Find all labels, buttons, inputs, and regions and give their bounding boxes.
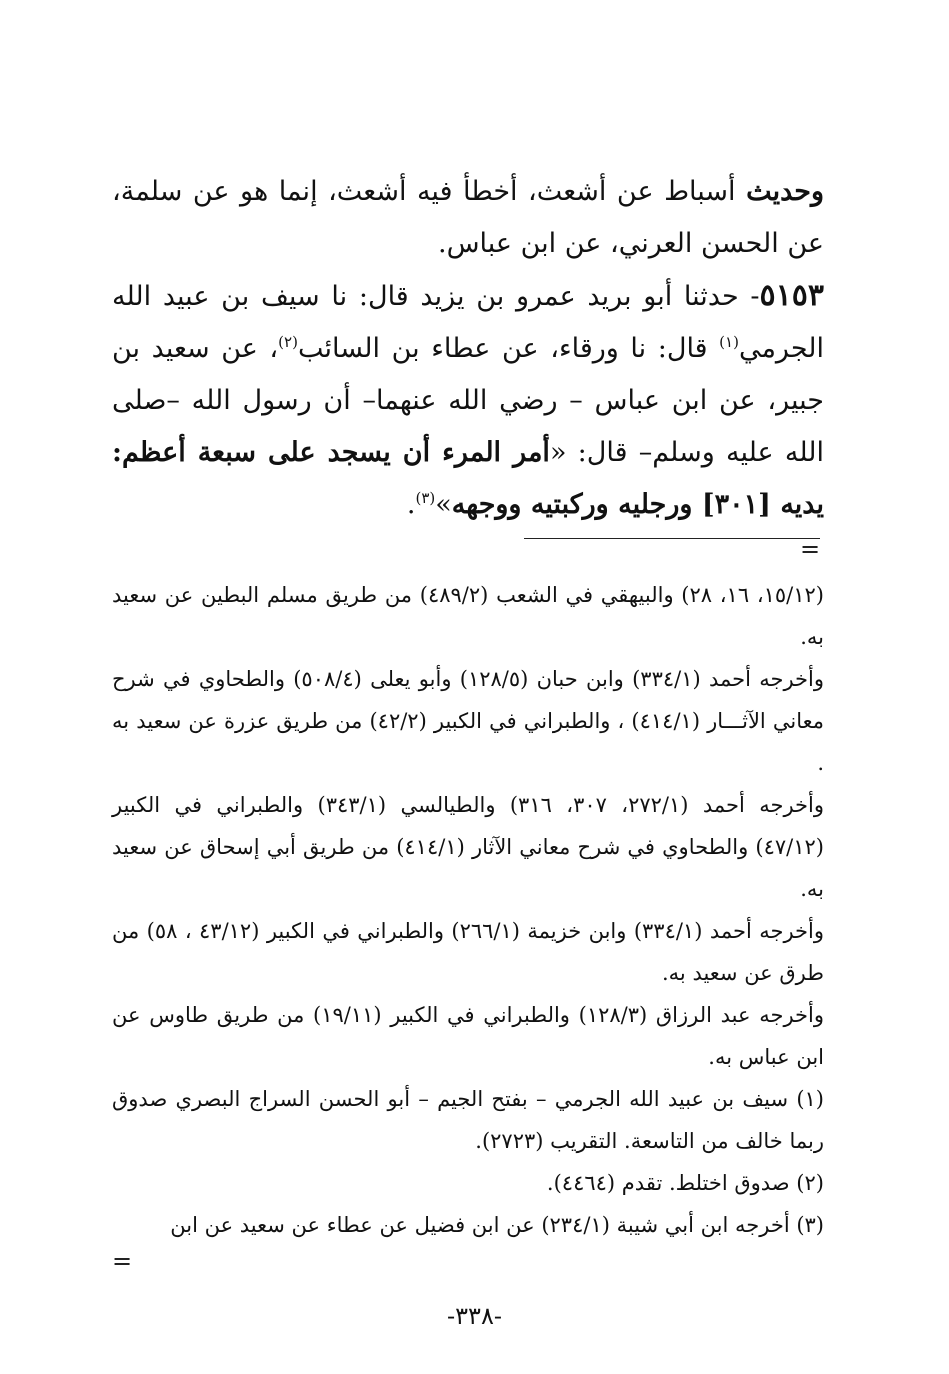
- paragraph-hadith-5153: [112, 270, 824, 531]
- lead-word: وحديث: [746, 176, 824, 207]
- matn-text: أمر المرء أن يسجد على سبعة أعظم: يديه [٣٠١] ورجليه وركبتيه ووجهه: [112, 437, 824, 520]
- isnad-text: قال: نا ورقاء، عن عطاء بن السائب: [297, 333, 720, 364]
- footnote-marker-3: (٣): [415, 489, 436, 507]
- footnote-divider: [524, 538, 820, 539]
- isnad-text: ، عن سعيد بن جبير، عن ابن عباس – رضي الله عنهما– أن رسول الله –صلى الله عليه وسلم– قال: «: [112, 333, 824, 468]
- quote-close: »: [435, 489, 452, 520]
- footnote-1: (١) سيف بن عبيد الله الجرمي – بفتح الجيم – أبو الحسن السراج البصري صدوق ربما خالف من التاسعة. التقريب (٢٧٢٣).: [112, 1087, 824, 1153]
- footnote-3: (٣) أخرجه ابن أبي شيبة (٢٣٤/١) عن ابن فضيل عن عطاء عن سعيد عن ابن: [170, 1213, 824, 1237]
- footnote-2: (٢) صدوق اختلط. تقدم (٤٤٦٤).: [546, 1171, 824, 1195]
- paragraph-text: أسباط عن أشعث، أخطأ فيه أشعث، إنما هو عن سلمة، عن الحسن العرني، عن ابن عباس.: [112, 176, 824, 259]
- isnad-text: - حدثنا أبو بريد عمرو بن يزيد قال: نا سيف بن عبيد الله الجرمي: [112, 281, 824, 364]
- continuation-mark-bottom: =: [112, 1247, 133, 1275]
- footnote-continued: وأخرجه عبد الرزاق (١٢٨/٣) والطبراني في الكبير (١٩/١١) من طريق طاوس عن ابن عباس به.: [112, 1003, 824, 1069]
- footnotes: [112, 574, 824, 1246]
- continuation-mark-top: =: [800, 535, 821, 563]
- paragraph-hadith-note: [112, 166, 824, 270]
- footnote-continued: وأخرجه أحمد (٢٧٢/١، ٣٠٧، ٣١٦) والطيالسي (٣٤٣/١) والطبراني في الكبير (٤٧/١٢) والطحاوي في شرح معاني الآثار (٤١٤/١) من طريق أبي إسحاق عن سعيد به.: [112, 793, 825, 901]
- footnote-marker-2: (٢): [278, 333, 298, 351]
- footnote-continued: وأخرجه أحمد (٣٣٤/١) وابن حبان (١٢٨/٥) وأبو يعلى (٥٠٨/٤) والطحاوي في شرح معاني الآثـــار (٤١٤/١) ، والطبراني في الكبير (٤٢/٢) من طريق عزرة عن سعيد به .: [112, 667, 825, 775]
- footnote-continued: وأخرجه أحمد (٣٣٤/١) وابن خزيمة (٢٦٦/١) والطبراني في الكبير (٤٣/١٢ ، ٥٨) من طرق عن سعيد به.: [112, 919, 824, 985]
- main-text: [112, 166, 824, 531]
- footnote-marker-1: (١): [719, 333, 739, 351]
- paragraph-end: .: [406, 489, 416, 520]
- hadith-number: ٥١٥٣: [759, 278, 824, 313]
- footnote-continued: (١٥/١٢، ١٦، ٢٨) والبيهقي في الشعب (٤٨٩/٢) من طريق مسلم البطين عن سعيد به.: [112, 583, 824, 649]
- page-number: -٣٣٨-: [447, 1302, 502, 1330]
